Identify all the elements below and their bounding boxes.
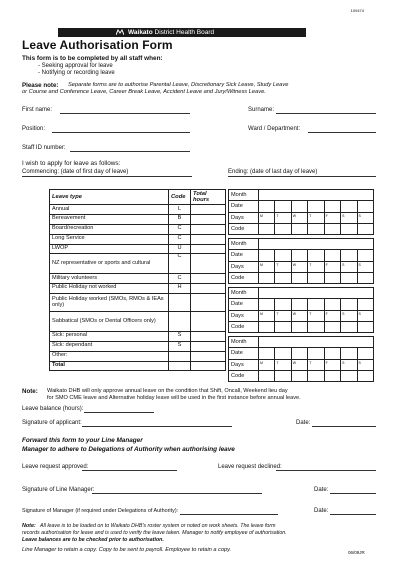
month-grid-row [229,261,374,272]
code-cell[interactable] [308,223,324,234]
code-cell[interactable] [357,370,374,381]
day-cell[interactable]: T [308,359,324,370]
month-grid-label: Days [229,212,259,223]
leave-type: Total [50,361,169,371]
month-grid-label: Month [229,288,259,299]
code-cell[interactable] [258,370,274,381]
date-cell[interactable] [324,348,340,359]
month-grid [228,238,374,284]
month-grid-row [229,239,374,250]
code-cell[interactable] [275,370,291,381]
month-input-cell[interactable] [258,239,373,250]
leave-code: L [169,205,191,215]
day-cell[interactable]: T [275,212,291,223]
month-grid-row [229,348,374,359]
day-cell[interactable]: F [324,261,340,272]
date-cell[interactable] [308,201,324,212]
month-grid-label: Code [229,321,259,332]
leave-code: C [169,254,191,274]
day-cell[interactable]: M [258,212,274,223]
leave-code [169,351,191,361]
hours-cell[interactable] [191,312,226,332]
note-label: Please note: [22,82,59,89]
date-cell[interactable] [308,299,324,310]
ending-label: Ending: (date of last day of leave) [228,169,318,175]
day-cell[interactable]: M [258,359,274,370]
code-cell[interactable] [258,223,274,234]
manager-signature-field[interactable] [180,514,278,515]
intro-bullet: - Notifying or recording leave [38,70,115,76]
leave-code: H [169,283,191,293]
leave-row [50,351,226,361]
date-cell[interactable] [275,348,291,359]
leave-row [50,254,226,274]
date-cell[interactable] [357,348,374,359]
day-cell[interactable]: S [341,212,357,223]
month-grid-row [229,321,374,332]
waikato-logo-icon [116,29,124,36]
leave-type: Long Service [50,234,169,244]
month-grid-label: Days [229,359,259,370]
day-cell[interactable]: S [341,261,357,272]
surname-label: Surname: [248,107,275,113]
hours-cell[interactable] [191,254,226,274]
day-cell[interactable]: W [291,212,307,223]
code-cell[interactable] [324,272,340,283]
footer-note-text: Leave balances are to be checked prior to authorisation. [22,537,164,543]
month-grid-row [229,190,374,201]
day-cell[interactable]: T [275,261,291,272]
month-grid-label: Date [229,348,259,359]
date-cell[interactable] [357,201,374,212]
month-grid-row [229,272,374,283]
total-hours-cell[interactable] [191,361,226,371]
leave-code: C [169,224,191,234]
month-grid-row [229,223,374,234]
code-cell[interactable] [341,272,357,283]
code-cell[interactable] [291,321,307,332]
org-name-bold: Waikato [128,29,153,36]
note-text: or Course and Conference Leave, Career Break Leave, Accident Leave and Jury/Witness Leave. [22,89,266,95]
leave-type: Sick: personal [50,331,169,341]
hours-cell[interactable] [191,341,226,351]
code-cell[interactable] [308,321,324,332]
month-grid-row [229,359,374,370]
month-grid-row [229,288,374,299]
day-cell[interactable]: T [308,261,324,272]
apply-heading: I wish to apply for leave as follows: [22,160,121,167]
month-input-cell[interactable] [258,337,373,348]
org-name-rest: District Health Board [152,29,215,36]
month-grid-label: Code [229,272,259,283]
manager-date-field[interactable] [330,514,376,515]
day-cell[interactable]: T [308,310,324,321]
conditions-note-label: Note: [22,388,38,395]
code-cell[interactable] [275,272,291,283]
staff-id-field[interactable] [70,151,190,152]
leave-type: Sabbatical (SMOs or Dental Officers only) [50,312,169,332]
code-cell[interactable] [324,370,340,381]
applicant-signature-label: Signature of applicant: [22,420,82,426]
leave-table-header [50,190,226,205]
month-grid-row [229,299,374,310]
declined-label: Leave request declined: [218,464,282,470]
date-cell[interactable] [291,299,307,310]
leave-type: LWOP [50,244,169,254]
day-cell[interactable]: S [357,261,374,272]
code-cell[interactable] [341,321,357,332]
code-cell[interactable] [275,223,291,234]
code-cell[interactable] [324,321,340,332]
code-cell[interactable] [308,272,324,283]
day-cell[interactable]: S [357,359,374,370]
leave-type-table [49,189,226,371]
day-cell[interactable]: T [275,310,291,321]
date-cell[interactable] [258,348,274,359]
applicant-signature-field[interactable] [82,426,232,427]
form-reference-number: 109474 [350,8,364,13]
leave-row [50,234,226,244]
date-cell[interactable] [258,201,274,212]
approved-field[interactable] [82,470,177,471]
day-cell[interactable]: W [291,310,307,321]
date-cell[interactable] [258,299,274,310]
approved-label: Leave request approved: [22,464,89,470]
applicant-date-label: Date: [296,420,311,426]
leave-row [50,274,226,284]
code-cell[interactable] [258,272,274,283]
leave-row-total [50,361,226,371]
code-cell[interactable] [308,370,324,381]
leave-type: NZ representative or sports and cultural [50,254,169,274]
leave-row [50,341,226,351]
day-cell[interactable]: F [324,212,340,223]
applicant-date-field[interactable] [312,426,376,427]
leave-type: Public Holiday worked (SMOs, RMOs & IEAs only) [50,293,169,312]
conditions-text: for SMO CME leave and Alternative holiday leave will be used in the first instance before annual leave. [47,395,301,401]
date-cell[interactable] [341,348,357,359]
hours-cell[interactable] [191,244,226,254]
date-cell[interactable] [275,299,291,310]
date-cell[interactable] [341,250,357,261]
month-grid-label: Date [229,299,259,310]
month-grid-label: Days [229,310,259,321]
leave-row [50,214,226,224]
date-cell[interactable] [291,201,307,212]
line-manager-signature-label: Signature of Line Manager: [22,487,95,493]
month-grid-row [229,212,374,223]
month-grid-label: Month [229,239,259,250]
hours-cell[interactable] [191,283,226,293]
code-cell[interactable] [291,272,307,283]
date-cell[interactable] [357,250,374,261]
month-grid [228,287,374,333]
staff-id-label: Staff ID number: [22,145,66,151]
day-cell[interactable]: T [308,212,324,223]
month-grid-row [229,310,374,321]
leave-code: U [169,244,191,254]
leave-row [50,283,226,293]
leave-row [50,312,226,332]
date-cell[interactable] [341,201,357,212]
leave-code: C [169,234,191,244]
code-cell[interactable] [341,370,357,381]
month-grid-row [229,370,374,381]
date-cell[interactable] [324,201,340,212]
hours-cell[interactable] [191,234,226,244]
month-grid-label: Date [229,250,259,261]
month-grid-row [229,250,374,261]
ending-field[interactable] [228,176,376,177]
leave-row [50,224,226,234]
leave-type: Sick: dependant [50,341,169,351]
header-banner [58,28,306,37]
leave-code [169,293,191,312]
date-cell[interactable] [291,250,307,261]
ward-label: Ward / Department: [248,126,301,132]
footer-note-text: records authorisation for leave and is used to verify the leave taken. Manager to notify employee of authorisation. [22,530,287,536]
code-cell[interactable] [324,223,340,234]
leave-type: Public Holiday not worked [50,283,169,293]
leave-balance-field[interactable] [84,412,154,413]
leave-type: Board/recreation [50,224,169,234]
month-grid-label: Code [229,223,259,234]
footer-note-text: All leave is to be loaded on to Waikato DHB's roster system or noted on work sheets. The leave form [40,523,276,529]
day-cell[interactable]: F [324,310,340,321]
leave-code: S [169,341,191,351]
leave-row [50,205,226,215]
month-input-cell[interactable] [258,190,373,201]
leave-balance-label: Leave balance (hours): [22,406,84,412]
position-label: Position: [22,126,46,132]
hours-cell[interactable] [191,274,226,284]
date-cell[interactable] [258,250,274,261]
date-cell[interactable] [324,250,340,261]
page-title: Leave Authorisation Form [22,38,173,52]
day-cell[interactable]: S [341,310,357,321]
manager-date-label: Date: [314,508,329,514]
day-cell[interactable]: M [258,261,274,272]
date-cell[interactable] [357,299,374,310]
date-cell[interactable] [341,299,357,310]
code-cell[interactable] [357,321,374,332]
conditions-text: Waikato DHB will only approve annual leave on the condition that Shift, Oncall, Weekend lieu day [47,388,288,394]
code-cell[interactable] [341,223,357,234]
footer-note-label: Note: [22,523,36,529]
code-cell[interactable] [357,272,374,283]
commencing-label: Commencing: (date of first day of leave) [22,169,129,175]
date-cell[interactable] [308,250,324,261]
day-cell[interactable]: W [291,359,307,370]
line-manager-date-label: Date: [314,487,329,493]
day-cell[interactable]: M [258,310,274,321]
declined-field[interactable] [276,470,376,471]
first-name-label: First name: [22,107,53,113]
hours-cell[interactable] [191,293,226,312]
month-grid-label: Code [229,370,259,381]
month-grid [228,189,374,235]
month-grid [228,336,374,382]
form-version: 06/09JR [348,550,365,555]
month-grid-row [229,201,374,212]
forward-instruction: Forward this form to your Line Manager [22,437,143,444]
commencing-field[interactable] [22,176,192,177]
leave-row [50,244,226,254]
leave-type: Annual [50,205,169,215]
col-header-total-hours: Total hours [191,190,226,205]
day-cell[interactable]: S [357,212,374,223]
day-cell[interactable]: S [341,359,357,370]
date-cell[interactable] [324,299,340,310]
leave-code [169,361,191,371]
delegation-instruction: Manager to adhere to Delegations of Authority when authorising leave [22,446,235,453]
leave-row [50,293,226,312]
col-header-code: Code [169,190,191,205]
leave-type: Other: [50,351,169,361]
ward-field[interactable] [308,132,376,133]
code-cell[interactable] [275,321,291,332]
leave-code: C [169,274,191,284]
month-grid-row [229,337,374,348]
intro-bullet: - Seeking approval for leave [38,63,113,69]
line-manager-date-field[interactable] [330,493,376,494]
day-cell[interactable]: T [275,359,291,370]
manager-signature-label: Signature of Manager (if required under Delegations of Authority): [22,508,179,514]
copy-instruction: Line Manager to retain a copy. Copy to be sent to payroll. Employee to retain a copy. [22,547,232,553]
month-grid-label: Month [229,337,259,348]
leave-type: Bereavement [50,214,169,224]
month-grid-label: Date [229,201,259,212]
leave-code [169,312,191,332]
leave-type: Military volunteers [50,274,169,284]
position-field[interactable] [52,132,190,133]
leave-code: B [169,214,191,224]
date-cell[interactable] [291,348,307,359]
code-cell[interactable] [291,370,307,381]
leave-row [50,331,226,341]
hours-cell[interactable] [191,331,226,341]
leave-code: S [169,331,191,341]
col-header-leave-type: Leave type [50,190,169,205]
date-cell[interactable] [275,250,291,261]
hours-cell[interactable] [191,351,226,361]
code-cell[interactable] [291,223,307,234]
first-name-field[interactable] [60,113,190,114]
month-input-cell[interactable] [258,288,373,299]
code-cell[interactable] [357,223,374,234]
code-cell[interactable] [258,321,274,332]
day-cell[interactable]: S [357,310,374,321]
note-text: Separate forms are to authorise Parental Leave, Discretionary Sick Leave, Study Leave [68,82,289,88]
date-cell[interactable] [308,348,324,359]
hours-cell[interactable] [191,205,226,215]
hours-cell[interactable] [191,214,226,224]
day-cell[interactable]: W [291,261,307,272]
surname-field[interactable] [276,113,376,114]
hours-cell[interactable] [191,224,226,234]
month-grid-label: Days [229,261,259,272]
date-cell[interactable] [275,201,291,212]
day-cell[interactable]: F [324,359,340,370]
month-grid-label: Month [229,190,259,201]
intro-heading: This form is to be completed by all staff when: [22,55,163,62]
line-manager-signature-field[interactable] [92,493,262,494]
